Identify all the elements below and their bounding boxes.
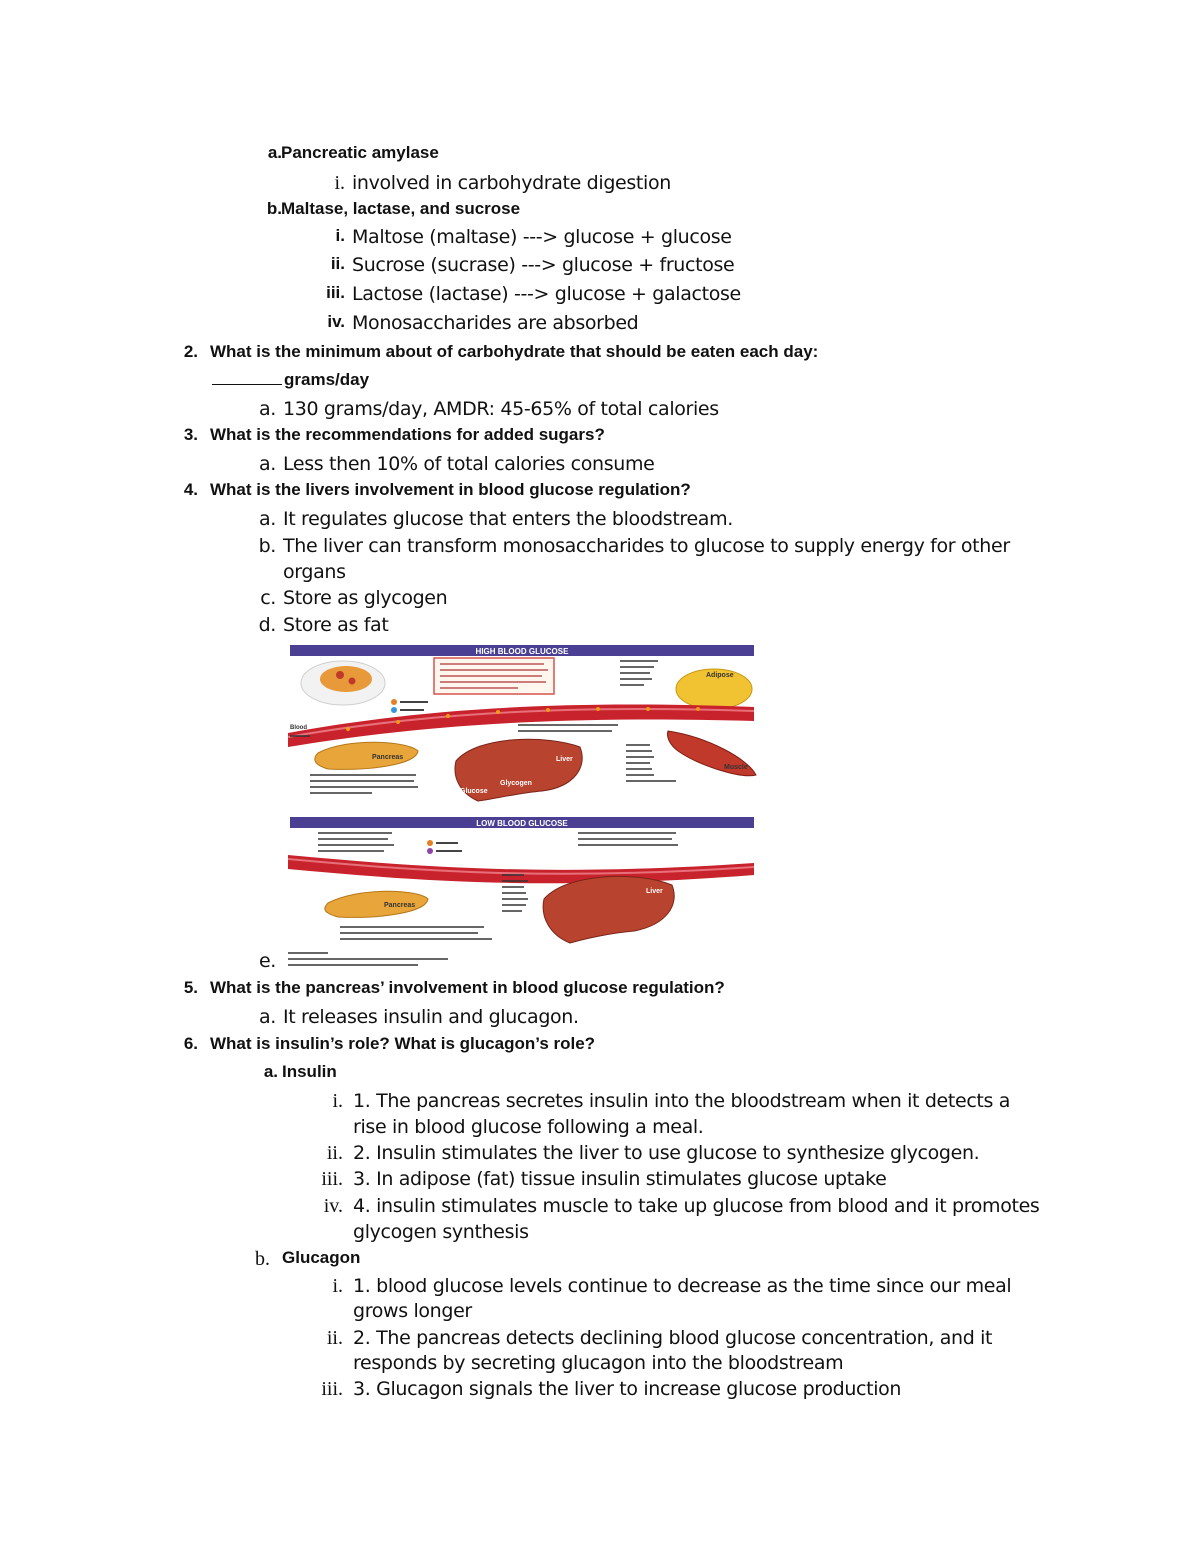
outline-heading: What is insulin’s role? What is glucagon’s role? — [210, 1034, 596, 1053]
outline-heading: Glucagon — [282, 1248, 361, 1267]
outline-text: Store as fat — [283, 614, 389, 636]
answer-blank-line — [212, 370, 282, 385]
outline-heading — [212, 370, 369, 390]
outline-text: 2. The pancreas detects declining blood glucose concentration, and it — [353, 1327, 993, 1349]
outline-text: Lactose (lactase) ---> glucose + galactose — [352, 283, 741, 305]
outline-marker: i. — [332, 1275, 343, 1297]
muscle-label: Muscle — [724, 764, 748, 771]
outline-marker: 5. — [183, 978, 198, 997]
pancreas-label-top: Pancreas — [372, 754, 404, 761]
outline-text: Store as glycogen — [283, 587, 448, 609]
outline-marker: a. — [259, 453, 276, 475]
outline-marker: i. — [334, 172, 345, 194]
blood-glucose-infographic — [288, 641, 758, 973]
adipose-label: Adipose — [706, 672, 734, 679]
outline-text: The liver can transform monosaccharides to glucose to supply energy for other — [283, 535, 1010, 557]
outline-marker: ii. — [326, 1327, 343, 1349]
outline-marker: a. — [267, 143, 282, 162]
glycogen-label: Glycogen — [500, 780, 532, 787]
outline-text: 1. blood glucose levels continue to decrease as the time since our meal — [353, 1275, 1012, 1297]
outline-marker: e. — [258, 950, 276, 972]
outline-text: involved in carbohydrate digestion — [352, 172, 671, 194]
outline-marker: 6. — [183, 1034, 198, 1053]
outline-marker: c. — [260, 587, 276, 609]
outline-marker: b. — [258, 535, 276, 557]
outline-marker: i. — [332, 1090, 343, 1112]
outline-marker: iii. — [326, 283, 345, 302]
outline-marker: iii. — [321, 1378, 343, 1400]
pasta-icon — [320, 666, 372, 692]
outline-marker: iv. — [327, 312, 345, 331]
outline-text: 4. insulin stimulates muscle to take up glucose from blood and it promotes — [353, 1195, 1040, 1217]
outline-marker: d. — [258, 614, 276, 636]
outline-marker: a. — [263, 1062, 278, 1081]
outline-text: Monosaccharides are absorbed — [352, 312, 639, 334]
outline-marker: a. — [259, 508, 276, 530]
liver-label-top: Liver — [556, 756, 573, 763]
outline-marker: iv. — [323, 1195, 343, 1217]
outline-text: glycogen synthesis — [353, 1221, 529, 1243]
high-glucose-banner-text: HIGH BLOOD GLUCOSE — [475, 647, 569, 656]
outline-text: 3. Glucagon signals the liver to increase glucose production — [353, 1378, 902, 1400]
grams-per-day-label: grams/day — [284, 370, 370, 389]
outline-text: grows longer — [353, 1300, 472, 1322]
outline-text: Less then 10% of total calories consume — [283, 453, 655, 475]
outline-heading: What is the recommendations for added sugars? — [210, 425, 605, 444]
outline-text: 2. Insulin stimulates the liver to use glucose to synthesize glycogen. — [353, 1142, 980, 1164]
outline-heading: Insulin — [282, 1062, 337, 1081]
outline-marker: 4. — [183, 480, 198, 499]
outline-marker: 2. — [183, 342, 198, 361]
outline-heading: What is the minimum about of carbohydrate that should be eaten each day: — [210, 342, 819, 361]
outline-text: Sucrose (sucrase) ---> glucose + fructose — [352, 254, 735, 276]
outline-text: 3. In adipose (fat) tissue insulin stimulates glucose uptake — [353, 1168, 887, 1190]
glucose-label: Glucose — [460, 788, 488, 795]
outline-marker: 3. — [183, 425, 198, 444]
outline-text: It regulates glucose that enters the bloodstream. — [283, 508, 733, 530]
outline-marker: b. — [255, 1248, 270, 1270]
outline-text: Maltose (maltase) ---> glucose + glucose — [352, 226, 732, 248]
outline-text: It releases insulin and glucagon. — [283, 1006, 579, 1028]
outline-marker: b. — [266, 199, 282, 218]
outline-marker: iii. — [321, 1168, 343, 1190]
outline-heading: What is the livers involvement in blood glucose regulation? — [210, 480, 691, 499]
outline-marker: a. — [259, 1006, 276, 1028]
outline-text: rise in blood glucose following a meal. — [353, 1116, 704, 1138]
outline-marker: a. — [259, 398, 276, 420]
outline-marker: i. — [335, 226, 345, 245]
outline-marker: ii. — [330, 254, 345, 273]
infographic-drawing — [288, 641, 758, 973]
outline-marker: ii. — [326, 1142, 343, 1164]
outline-text: responds by secreting glucagon into the bloodstream — [353, 1352, 844, 1374]
outline-text: 1. The pancreas secretes insulin into the bloodstream when it detects a — [353, 1090, 1011, 1112]
outline-heading: Maltase, lactase, and sucrose — [281, 199, 521, 218]
liver-label-bottom: Liver — [646, 888, 663, 895]
svg-text:Blood: Blood — [290, 725, 307, 731]
low-glucose-banner-text: LOW BLOOD GLUCOSE — [476, 819, 568, 828]
outline-heading: Pancreatic amylase — [281, 143, 439, 162]
outline-text: 130 grams/day, AMDR: 45-65% of total calories — [283, 398, 719, 420]
pancreas-label-bottom: Pancreas — [384, 902, 416, 909]
outline-text: organs — [283, 561, 346, 583]
outline-heading: What is the pancreas’ involvement in blood glucose regulation? — [210, 978, 725, 997]
